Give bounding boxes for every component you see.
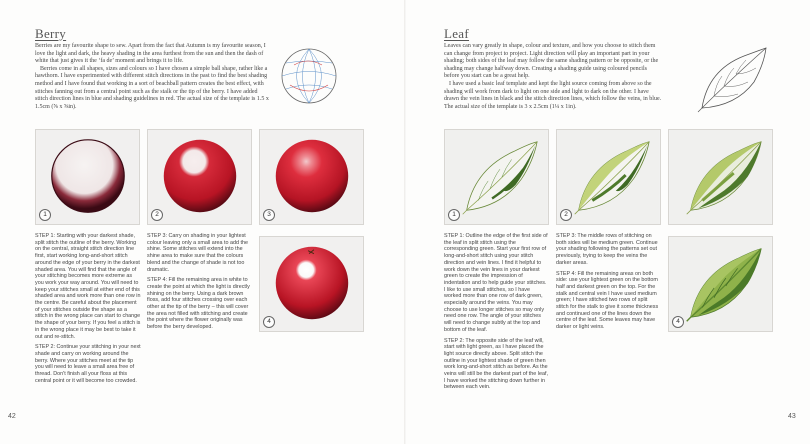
- berry-step-1-text: STEP 1: Starting with your darkest shade, split stitch the outline of the berry. Working on the central, straight stitch direction line first, start working long-and-short stitch around the edge of your berry in the darkest shaded area. You will find that the angle of your stitching becomes more extreme as you work your way around. You will need to keep your stitches small at either end of this shaded area and work more than one row in the centre. Be careful about the placement of your stitches outside the shape as a stitch in the wrong place can start to change the shape of your berry. If you feel a stitch is in the wrong place it may be best to take it out and re-stitch.: [35, 233, 141, 340]
- berry-step-4-photo: [259, 236, 364, 332]
- berry-photo-4-art: [260, 237, 363, 331]
- berry-photo-1-art: [36, 130, 139, 224]
- berry-step-2-text: STEP 2: Continue your stitching in your next shade and carry on working around the berry. Where your stitches meet at the tip you will need to leave a small area free of thread. Don't finish all your floss at this central point or it will become too crowded.: [35, 344, 141, 384]
- step-number-badge: 1: [448, 209, 460, 221]
- page-number-right: 43: [788, 413, 796, 420]
- page-number-left: 42: [8, 413, 16, 420]
- leaf-steps-column-1: [444, 233, 548, 391]
- berry-photo-2-art: [148, 130, 251, 224]
- leaf-step-2-text: STEP 2: The opposite side of the leaf will, start with light green, as I have placed the light source directly above. Split stitch the outline in your lightest shade of green then work long-and-short stitch as before. As the veins will still be the darkest part of the leaf, I have worked the stitching down further in between each vein.: [444, 337, 548, 391]
- berry-steps-column-1: [35, 233, 141, 384]
- leaf-intro-para-1: Leaves can vary greatly in shape, colour and texture, and how you choose to stitch them can change from project to project. Light direction will play an important part in your shading; both sides of the leaf may follow the same shading pattern or be opposite, or the shading may change halfway down. Creating a shading guide using coloured pencils before you start can be a great help.: [444, 43, 659, 80]
- berry-intro-para-1: Berries are my favourite shape to sew. Apart from the fact that Autumn is my favourite season, I love the light and dark, the heavy shading in the area furthest from the sun and then the dash of white that just gives it the ‘fa de’ moment and brings it to life.: [35, 43, 266, 65]
- berry-step-4-text: STEP 4: Fill the remaining area in white to create the point at which the light is directly shining on the berry. Using a dark brown floss, add four stitches crossing over each other at the tip of the berry – this will cover the area not filled with stitching and create the point where the flower originally was before the berry developed.: [147, 277, 250, 331]
- leaf-intro: [444, 43, 662, 111]
- berry-intro-para-2: Berries come in all shapes, sizes and colours so I have chosen a simple ball shape, rather like a hawthorn. I have experimented with different stitch directions in the past to find the best shading method and I have found that working in a sort of beachball pattern creates the best effect, with stitches fanning out from a central point such as the stalk or the tip of the berry. I have added stitch direction lines in blue and shading guidelines in red. The actual size of the template is 1.5 x 1.5cm (⅝ x ⅝in).: [35, 65, 269, 110]
- leaf-step-4-photo: [668, 236, 773, 332]
- berry-heading: Berry: [35, 26, 67, 41]
- step-number-badge: 4: [672, 316, 684, 328]
- step-number-badge: 1: [39, 209, 51, 221]
- leaf-step-3-photo: [668, 129, 773, 225]
- leaf-heading: Leaf: [444, 26, 470, 41]
- step-number-badge: 3: [263, 209, 275, 221]
- step-number-badge: 2: [151, 209, 163, 221]
- step-number-badge: 4: [263, 316, 275, 328]
- leaf-photo-2-art: [557, 130, 660, 224]
- leaf-step-1-text: STEP 1: Outline the edge of the first side of the leaf in split stitch using the corresponding green. Start your first row of long-and-short stitch using your stitch direction and vein lines. I find it helpful to work down the vein lines in your darkest green to create the impression of indentation and to help guide your stitches. I like to use small stitches, so I have worked more than one row of dark green, especially around the veins. You may choose to use longer stitches so may only need one row. The angle of your stitches will need to change subtly at the top and bottom of the leaf.: [444, 233, 548, 333]
- leaf-step-4-text: STEP 4: Fill the remaining areas on both side: use your lightest green on the bottom half and darkest green on the top. For the stalk and central vein I have used medium green; I have stitched two rows of split stitch for the stalk to give it some thickness and continued one of the lines down the centre of the leaf. Some leaves may have darker or light veins.: [556, 270, 659, 331]
- leaf-photo-4-art: [669, 237, 772, 331]
- berry-steps-column-2: [147, 233, 252, 331]
- berry-step-3-photo: [259, 129, 364, 225]
- leaf-steps-column-2: [556, 233, 661, 331]
- leaf-step-3-text: STEP 3: The middle rows of stitching on both sides will be medium green. Continue your shading following the patterns set out previously, trying to keep the veins the darker areas.: [556, 233, 658, 266]
- leaf-template-diagram: [694, 44, 770, 114]
- leaf-step-2-photo: [556, 129, 661, 225]
- berry-template-diagram: [278, 45, 340, 107]
- leaf-photo-1-art: [445, 130, 548, 224]
- berry-step-3-text: STEP 3: Carry on shading in your lightest colour leaving only a small area to add the shine. Some stitches will extend into the shine area to make sure that the colours blend and the change of shade is not too dramatic.: [147, 233, 248, 273]
- leaf-step-1-photo: [444, 129, 549, 225]
- step-number-badge: 2: [560, 209, 572, 221]
- berry-photo-3-art: [260, 130, 363, 224]
- berry-step-2-photo: [147, 129, 252, 225]
- leaf-photo-3-art: [669, 130, 772, 224]
- berry-step-1-photo: [35, 129, 140, 225]
- leaf-intro-para-2: I have used a basic leaf template and kept the light source coming from above so the shading will work from dark to light on one side and light to dark on the other. I have drawn the vein lines in black and the stitch direction lines, which follow the veins, in blue. The actual size of the template is 3 x 2.5cm (1¼ x 1in).: [444, 80, 662, 110]
- berry-intro: [35, 43, 269, 111]
- page-gutter: [404, 0, 406, 444]
